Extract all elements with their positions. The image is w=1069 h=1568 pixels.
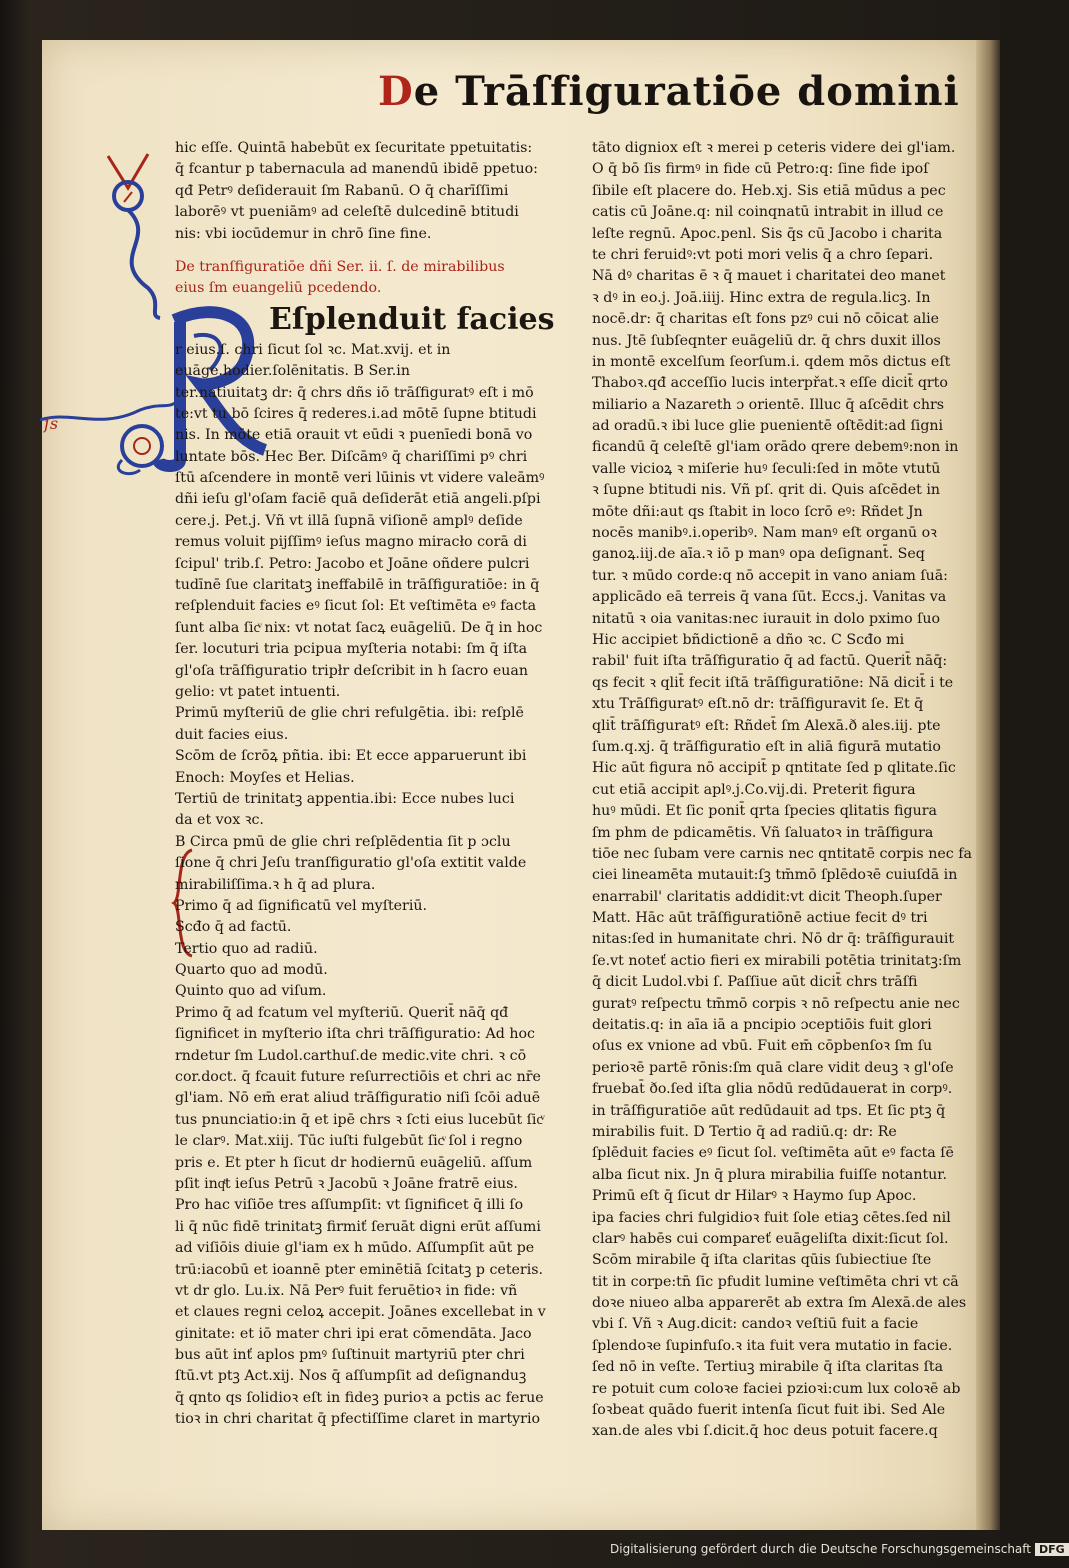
text-line: Primo q̄ ad ſignificatū vel myſteriū. xyxy=(175,897,428,914)
text-line: xan.de ales vbi ſ.dicit.q̄ hoc deus potuit facere.q xyxy=(592,1423,938,1440)
text-line: pris e. Et pter h ſicut dr hodiernū euāgeliū. aſſum xyxy=(175,1154,533,1171)
text-line: Primū eſt q̄ ſicut dr Hilarꝰ ꝛ Haymo ſup Apoc. xyxy=(592,1188,917,1205)
text-line: ſm phm de pdicamētis. Vñ ſaluatoꝛ in trāſfigura xyxy=(592,824,934,841)
text-line: duit facies eius. xyxy=(175,726,289,743)
text-line: te chri feruidꝰ:vt poti mori velis q̄ a chro ſepari. xyxy=(592,246,934,263)
text-line: mirabilis fuit. D Tertio q̄ ad radiū.q: dr: Re xyxy=(592,1123,897,1140)
text-line: Primo q̄ ad fcatum vel myſteriū. Querit̄ nāq̄ qđ xyxy=(175,1004,509,1021)
text-line: De tranſfiguratiōe dñi Ser. ii. ſ. de mirabilibus xyxy=(175,258,505,275)
text-line: leſte regnū. Apoc.penl. Sis q̄s cū Jacobo i charita xyxy=(592,225,943,242)
text-line: gl'iam. Nō em̄ erat aliud trāſfiguratio niſi ſcōi aduē xyxy=(175,1090,541,1107)
text-line: Enoch: Moyſes et Helias. xyxy=(175,769,355,786)
text-line: miliario a Nazareth ɔ orientē. Illuc q̄ aſcēdit chrs xyxy=(592,396,945,413)
text-line: remus voluit pijſſimꝰ ieſus magno miracło corā di xyxy=(175,534,527,551)
text-line: Tertiū de trinitatꝫ appentia.ibi: Ecce nubes luci xyxy=(175,790,515,807)
text-line: ſum.q.xj. q̄ trāſfiguratio eſt in aliā figurā mutatio xyxy=(592,738,941,755)
text-line: mirabiliſſima.ꝛ h q̄ ad plura. xyxy=(175,876,376,893)
text-line: nis. In mōte etiā orauit vt eūdi ꝛ puenīedi bonā vo xyxy=(175,427,533,444)
text-line: in montē excelſum ſeorſum.i. qdem mōs dictus eſt xyxy=(592,353,951,370)
text-line: euāge.hodier.ſolēnitatis. B Ser.in xyxy=(175,363,410,380)
text-line: Matt. Hāc aūt trāſfiguratiōnē actiue fecit dꝰ tri xyxy=(592,910,928,927)
text-line: re potuit cum coloꝛe faciei pzioꝛi:cum lux coloꝛē ab xyxy=(592,1380,961,1397)
text-line: Hic accipiet bñdictionē a dño ꝛc. C Scđo mi xyxy=(592,631,905,648)
text-line: doꝛe niueo alba apparerēt ab extra ſm Alexā.de ales xyxy=(592,1295,967,1312)
right-column xyxy=(592,138,970,1443)
text-line: ſibile eſt placere do. Heb.xj. Sis etiā mūdus a pec xyxy=(592,182,946,199)
text-line: da et vox ꝛc. xyxy=(175,812,264,829)
text-line: cere.j. Pet.j. Vñ vt illā ſupnā viſionē amplꝰ deſide xyxy=(175,512,523,529)
text-line: qđ Petrꝰ deſiderauit ſm Rabanū. O q̄ charīſſimi xyxy=(175,182,509,199)
text-line: ſoꝛbeat quādo fuerit intenſa ſicut fuit ibi. Sed Ale xyxy=(592,1402,946,1419)
text-line: le clarꝰ. Mat.xiij. Tūc iuſti fulgebūt ſicͮ ſol i regno xyxy=(175,1133,523,1150)
text-line: tit in corpe:tn̄ ſic pfudit lumine veſtimēta chri vt cā xyxy=(592,1273,959,1290)
text-line: rndetur ſm Ludol.carthuſ.de medic.vite chri. ꝛ cō xyxy=(175,1047,527,1064)
text-line: gl'oſa trāſfiguratio tripłr deſcribit in h ſacro euan xyxy=(175,662,528,679)
text-line: ſtū.vt ptꝫ Act.xij. Nos q̄ aſſumpſit ad deſignanduꝫ xyxy=(175,1368,527,1385)
text-line: perioꝛē partē rōnis:ſm quā clare vidit deuꝫ ꝛ gl'oſe xyxy=(592,1059,954,1076)
text-line: mōte dñi:aut qs ſtabit in loco ſcrō eꝰ: Rñdet Jn xyxy=(592,503,923,520)
text-line: tioꝛ in chri charitat q̄ pfectiſſime claret in martyrio xyxy=(175,1411,541,1428)
text-line: ſunt alba ſicͮ nix: vt notat ſacꝝ euāgeliū. De q̄ in hoc xyxy=(175,619,543,636)
text-line: Quarto quo ad modū. xyxy=(175,962,328,979)
text-line: vbi ſ. Vñ ꝛ Aug.dicit: candoꝛ veſtiū fuit a facie xyxy=(592,1316,919,1333)
text-line: deitatis.q: in aīa iā a pncipio ɔceptiōis fuit glori xyxy=(592,1017,932,1034)
text-line: Scđo q̄ ad factū. xyxy=(175,919,292,936)
text-line: Nā dꝰ charitas ē ꝛ q̄ mauet i charitatei deo manet xyxy=(592,268,946,285)
text-line: ſplendoꝛe ſupinfuſo.ꝛ ita fuit vera mutatio in facie. xyxy=(592,1337,953,1354)
text-line: ciei lineamēta mutauit:ſꝫ tm̄mō ſplēdoꝛē cuiuſdā in xyxy=(592,867,958,884)
text-line: ſione q̄ chri Jeſu tranſfiguratio gl'oſa extitit valde xyxy=(175,855,527,872)
text-line: applicādo eā terreis q̄ vana ſūt. Eccs.j. Vanitas va xyxy=(592,589,947,606)
text-line: cut etiā accipit aplꝰ.j.Co.vij.di. Preterit figura xyxy=(592,781,916,798)
text-line: tiōe nec ſubam vere carnis nec qntitatē corpis nec fa xyxy=(592,845,972,862)
flourish-ornament-icon xyxy=(40,400,180,480)
text-line: ꝛ dꝰ in eo.j. Joā.iiij. Hinc extra de regula.licꝫ. In xyxy=(592,289,931,306)
text-line: luntate bōs. Hec Ber. Diſcāmꝰ q̄ chariſſimi pꝰ chri xyxy=(175,448,528,465)
text-line: rabil' fuit iſta trāſfiguratio q̄ ad factū. Querit̄ nāq̄: xyxy=(592,653,948,670)
footer-text: Digitalisierung gefördert durch die Deutsche Forschungsgemeinschaft xyxy=(610,1542,1032,1556)
text-line: nitas:ſed in humanitate chri. Nō dr q̄: trāſfigurauit xyxy=(592,931,955,948)
text-line: nocēs manibꝰ.i.operibꝰ. Nam manꝰ eſt organū oꝛ xyxy=(592,525,937,542)
text-line: ficandū q̄ celeſtē gl'iam orādo qrere debemꝰ:non in xyxy=(592,439,959,456)
text-line: reſplenduit facies eꝰ ſicut ſol: Et veſtimēta eꝰ facta xyxy=(175,598,537,615)
text-line: pſit inqͭt ieſus Petrū ꝛ Jacobū ꝛ Joāne fratrē eius. xyxy=(175,1175,518,1192)
text-line: clarꝰ habēs cui compareť euāgeliſta dixit:ſicut ſol. xyxy=(592,1230,949,1247)
text-line: ſer. locuturi tria pcipua myſteria notabi: ſm q̄ iſta xyxy=(175,641,528,658)
text-line: ad oradū.ꝛ ibi luce glie puenientē oſtēdit:ad ſigni xyxy=(592,418,944,435)
running-head-text: e Trāſfiguratiōe domini xyxy=(413,68,960,115)
text-line: te:vt tu bō ſcires q̄ rederes.i.ad mōtē ſupne btitudi xyxy=(175,405,537,422)
spacer xyxy=(175,245,567,257)
text-line: huꝰ mūdi. Et ſic ponit̄ qrta ſpecies qlitatis figura xyxy=(592,803,937,820)
text-line: Pro hac viſiōe tres aſſumpſit: vt ſignificet q̄ illi ſo xyxy=(175,1197,524,1214)
text-line: nitatū ꝛ oia vanitas:nec iurauit in dolo pximo ſuo xyxy=(592,610,941,627)
text-line: q̄ fcantur p tabernacula ad manendū ibidē ppetuo: xyxy=(175,161,538,178)
text-line: cor.doct. q̄ fcauit future reſurrectiōis et chri ac nr̄e xyxy=(175,1069,541,1086)
left-column xyxy=(175,138,567,1431)
text-line: tudīnē ſue claritatꝫ ineffabilē in trāſfiguratiōe: in q̄ xyxy=(175,577,540,594)
text-line: Scōm mirabile q̄ iſta claritas qūis ſubiectiue ſte xyxy=(592,1252,932,1269)
dfg-logo: DFG xyxy=(1035,1543,1069,1556)
text-line: dñi ieſu gl'oſam faciē quā deſiderāt etiā angeli.pſpi xyxy=(175,491,541,508)
text-line: alba ſicut nix. Jn q̄ plura mirabilia fuiſſe notantur. xyxy=(592,1166,948,1183)
text-line: eius ſm euangeliū pcedendo. xyxy=(175,280,382,297)
text-line: trū:iacobū et ioannē pter eminētiā ſcitatꝫ p ceteris. xyxy=(175,1261,544,1278)
text-line: laborēꝰ vt pueniāmꝰ ad celeſtē dulcedinē btitudi xyxy=(175,204,519,221)
text-line: tāto digniox eſt ꝛ merei p ceteris videre dei gl'iam. xyxy=(592,140,956,156)
flourish-ornament-icon xyxy=(88,148,168,318)
text-line: in trāſfiguratiōe aūt redūdauit ad tps. Et ſic ptꝫ q̄ xyxy=(592,1102,946,1119)
text-line: qlit̄ trāſfiguratꝰ eſt: Rñdet̄ ſm Alexā.ð ales.iij. pte xyxy=(592,717,941,734)
text-line: Hic aūt figura nō accipit̄ p qntitate ſed p qlitate.ſic xyxy=(592,760,956,777)
text-line: Primū myſteriū de glie chri refulgētia. ibi: reſplē xyxy=(175,705,524,722)
text-line: guratꝰ reſpectu tm̄mō corpis ꝛ nō reſpectu anie nec xyxy=(592,995,960,1012)
text-line: bus aūt inť aplos pmꝰ ſuſtinuit martyriū pter chri xyxy=(175,1347,525,1364)
text-line: B Circa pmū de glie chri reſplēdentia ſit p ɔclu xyxy=(175,833,511,850)
text-line: oſus ex vnione ad vbū. Fuit em̄ cōpbenſoꝛ ſm ſu xyxy=(592,1038,933,1055)
text-line: Quinto quo ad viſum. xyxy=(175,983,327,1000)
text-line: ſe.vt noteť actio fieri ex mirabili potētia trinitatꝫ:ſm xyxy=(592,952,962,969)
text-line: ipa facies chri fulgidioꝛ fuit ſole etiaꝫ cētes.ſed nil xyxy=(592,1209,951,1226)
text-line: gelio: vt patet intuenti. xyxy=(175,683,341,700)
text-line: ſed nō in veſte. Tertiuꝫ mirabile q̄ iſta claritas ſta xyxy=(592,1359,944,1376)
digitization-footer xyxy=(610,1542,1069,1562)
text-line: Scōm de ſcrōꝝ pñtia. ibi: Et ecce apparuerunt ibi xyxy=(175,748,527,765)
text-line: nis: vbi iocūdemur in chrō ſine fine. xyxy=(175,225,432,242)
text-line: ſplēduit facies eꝰ ſicut ſol. veſtimēta aūt eꝰ facta ſē xyxy=(592,1145,954,1162)
text-line: valle vicioꝝ ꝛ miſerie huꝰ ſeculi:ſed in mōte vtutū xyxy=(592,460,941,477)
section-headline: Eſplenduit facies xyxy=(269,301,555,337)
text-line: xtu Trāſfiguratꝰ eſt.nō dr: trāſfiguravit ſe. Et q̄ xyxy=(592,696,924,713)
text-line: ginitate: et iō mater chri ipi erat cōmendāta. Jaco xyxy=(175,1325,532,1342)
text-line: O q̄ bō ſis firmꝰ in fide cū Petro:q: ſine fide ipoſ xyxy=(592,161,929,178)
text-line: tus pnunciatio:in q̄ et ipē chrs ꝛ ſcti eius lucebūt ſicͮ xyxy=(175,1111,543,1128)
text-line: nus. Jtē ſubſeqnter euāgeliū dr. q̄ chrs duxit illos xyxy=(592,332,941,349)
text-line: q̄ dicit Ludol.vbi ſ. Paſſiue aūt dicit̄ chrs trāſfi xyxy=(592,974,918,991)
text-line: nocē.dr: q̄ charitas eſt fons pzꝰ cui nō cōicat alie xyxy=(592,311,940,328)
text-line: ſtū aſcendere in montē veri lūinis vt videre valeāmꝰ xyxy=(175,470,545,487)
text-line: enarrabil' claritatis addidit:vt dicit Theoph.ſuper xyxy=(592,888,942,905)
text-line: q̄ qnto qs ſolidioꝛ eſt in fideꝫ purioꝛ a pctis ac ferue xyxy=(175,1389,544,1406)
running-head-initial: D xyxy=(378,68,414,115)
marginal-note: ſs xyxy=(44,414,59,433)
text-line: ganoꝝ.iij.de aīa.ꝛ iō p manꝰ opa deſignant̄. Seq xyxy=(592,546,925,563)
text-line: hic eſſe. Quintā habebūt ex ſecuritate ppetuitatis: xyxy=(175,140,533,156)
text-line: et claues regni celoꝝ accepit. Joānes excellebat in v xyxy=(175,1304,546,1321)
text-line: ſcipul' trib.ſ. Petro: Jacobo et Joāne oñdere pulcri xyxy=(175,555,530,572)
text-line: catis cū Joāne.q: nil coinqnatū intrabit in illud ce xyxy=(592,204,944,221)
running-head xyxy=(378,68,960,128)
text-line: ſignificet in myſterio iſta chri trāſfiguratio: Ad hoc xyxy=(175,1026,535,1043)
text-line: li q̄ nūc fidē trinitatꝫ firmiť ſeruāt digni erūt aſſumi xyxy=(175,1218,541,1235)
text-line: r eius.ſ. chri ſicut ſol ꝛc. Mat.xvij. et in xyxy=(175,341,451,358)
page-edge xyxy=(976,40,1000,1530)
text-line: fruebat̄ ðo.ſed iſta glia nōdū redūdauerat in corpꝰ. xyxy=(592,1081,953,1098)
text-line: Tertio quo ad radiū. xyxy=(175,940,318,957)
text-line: ad viſiōis diuie gl'iam ex h mūdo. Aſſumpſit aūt pe xyxy=(175,1240,535,1257)
text-line: Thaboꝛ.qđ acceſſio lucis interpřat.ꝛ eſſe dicit̄ qrto xyxy=(592,375,948,392)
text-line: tur. ꝛ mūdo corde:q nō accepit in vano aniam ſuā: xyxy=(592,567,948,584)
text-line: ꝛ ſupne btitudi nis. Vñ pſ. qrit di. Quis aſcēdet in xyxy=(592,482,941,499)
text-line: qs fecit ꝛ qlit̄ fecit iſtā trāſfiguratiōne: Nā dicit̄ i te xyxy=(592,674,954,691)
text-line: vt dr glo. Lu.ix. Nā Perꝰ fuit feruētioꝛ in fide: vñ xyxy=(175,1282,518,1299)
text-line: ter.natiuitatꝫ dr: q̄ chrs dñs iō trāſfiguratꝰ eſt i mō xyxy=(175,384,534,401)
